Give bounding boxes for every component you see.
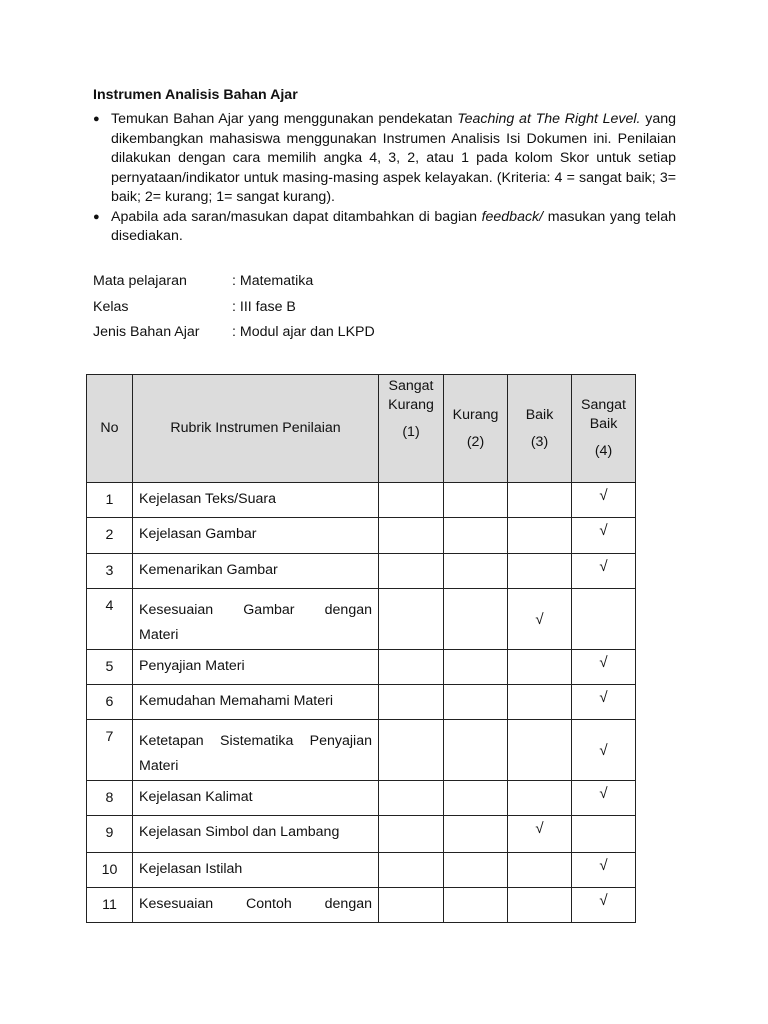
score-cell-4[interactable]	[572, 888, 636, 923]
criterion-text: Kejelasan Teks/Suara	[139, 491, 276, 507]
row-number: 1	[87, 483, 133, 518]
row-criterion	[133, 853, 379, 888]
score-cell-3[interactable]	[508, 685, 572, 720]
score-cell-1[interactable]	[379, 816, 444, 853]
score-cell-2[interactable]	[444, 589, 508, 650]
table-row	[87, 483, 636, 518]
table-row	[87, 518, 636, 554]
rubric-table	[86, 374, 636, 923]
score-cell-2[interactable]	[444, 650, 508, 685]
row-criterion	[133, 554, 379, 589]
score-cell-2[interactable]	[444, 685, 508, 720]
check-mark-icon: √	[599, 558, 608, 575]
meta-value: : Modul ajar dan LKPD	[232, 324, 375, 340]
table-row	[87, 685, 636, 720]
score-cell-3[interactable]	[508, 554, 572, 589]
check-mark-icon: √	[599, 654, 608, 671]
criterion-text: Kejelasan Istilah	[139, 861, 243, 877]
row-number: 6	[87, 685, 133, 720]
rubric-body	[87, 483, 636, 923]
row-number: 4	[87, 589, 133, 650]
score-cell-4[interactable]	[572, 720, 636, 781]
row-number: 7	[87, 720, 133, 781]
table-row	[87, 554, 636, 589]
row-number: 10	[87, 853, 133, 888]
row-number: 9	[87, 816, 133, 853]
row-criterion	[133, 685, 379, 720]
score-cell-3[interactable]	[508, 650, 572, 685]
score-cell-4[interactable]	[572, 853, 636, 888]
score-cell-1[interactable]	[379, 888, 444, 923]
header-kurang: Kurang (2)	[444, 375, 508, 483]
criterion-text: Kejelasan Simbol dan Lambang	[139, 824, 340, 840]
score-cell-1[interactable]	[379, 554, 444, 589]
score-cell-4[interactable]	[572, 589, 636, 650]
row-criterion	[133, 483, 379, 518]
score-cell-1[interactable]	[379, 483, 444, 518]
criterion-line-1: Ketetapan Sistematika Penyajian	[139, 733, 372, 749]
criterion-text: Penyajian Materi	[139, 658, 245, 674]
check-mark-icon: √	[599, 892, 608, 909]
score-cell-4[interactable]	[572, 518, 636, 554]
criterion-line-2: Materi	[139, 627, 179, 643]
table-row	[87, 650, 636, 685]
row-number: 11	[87, 888, 133, 923]
meta-row-kelas	[93, 298, 375, 324]
score-cell-1[interactable]	[379, 720, 444, 781]
score-cell-4[interactable]	[572, 650, 636, 685]
score-cell-2[interactable]	[444, 781, 508, 816]
meta-row-jenis	[93, 323, 375, 349]
check-mark-icon: √	[599, 522, 608, 539]
score-cell-2[interactable]	[444, 518, 508, 554]
row-criterion	[133, 589, 379, 650]
score-cell-2[interactable]	[444, 554, 508, 589]
check-mark-icon: √	[535, 820, 544, 837]
score-cell-4[interactable]	[572, 483, 636, 518]
table-row	[87, 589, 636, 650]
header-baik: Baik (3)	[508, 375, 572, 483]
score-cell-1[interactable]	[379, 589, 444, 650]
meta-value: : III fase B	[232, 298, 296, 315]
check-mark-icon: √	[599, 487, 608, 504]
document-title: Instrumen Analisis Bahan Ajar	[93, 87, 298, 103]
score-cell-1[interactable]	[379, 781, 444, 816]
table-row	[87, 720, 636, 781]
score-cell-3[interactable]	[508, 816, 572, 853]
score-cell-4[interactable]	[572, 554, 636, 589]
row-number: 8	[87, 781, 133, 816]
criterion-text: Kejelasan Kalimat	[139, 789, 253, 805]
score-cell-1[interactable]	[379, 650, 444, 685]
criterion-text: Kemudahan Memahami Materi	[139, 693, 333, 709]
criterion-text: Kemenarikan Gambar	[139, 562, 278, 578]
table-row	[87, 888, 636, 923]
score-cell-2[interactable]	[444, 816, 508, 853]
instruction-item-1: ● Temukan Bahan Ajar yang menggunakan pendekatan Teaching at The Right Level. yang dikembangkan mahasiswa menggunakan Instrumen Analisis Isi Dokumen ini. Penilaian dilakukan dengan cara memilih angka 4, 3, 2, atau 1 pada kolom Skor untuk setiap pernyataan/indikator untuk masing-masing aspek kelayakan. (Kriteria: 4 = sangat baik; 3= baik; 2= kurang; 1= sangat kurang).	[93, 111, 676, 205]
score-cell-2[interactable]	[444, 483, 508, 518]
meta-value: : Matematika	[232, 273, 314, 289]
score-cell-1[interactable]	[379, 853, 444, 888]
score-cell-2[interactable]	[444, 888, 508, 923]
score-cell-3[interactable]	[508, 518, 572, 554]
row-criterion	[133, 816, 379, 853]
header-rubrik: Rubrik Instrumen Penilaian	[133, 375, 379, 483]
table-row	[87, 816, 636, 853]
score-cell-4[interactable]	[572, 781, 636, 816]
row-number: 3	[87, 554, 133, 589]
meta-row-mapel	[93, 272, 375, 298]
table-row	[87, 781, 636, 816]
criterion-text: Kejelasan Gambar	[139, 526, 257, 542]
table-row	[87, 853, 636, 888]
score-cell-3[interactable]	[508, 888, 572, 923]
document-meta	[93, 272, 375, 349]
check-mark-icon: √	[599, 857, 608, 874]
score-cell-3[interactable]	[508, 853, 572, 888]
row-criterion	[133, 781, 379, 816]
row-number: 5	[87, 650, 133, 685]
check-mark-icon: √	[599, 741, 608, 759]
check-mark-icon: √	[599, 689, 608, 706]
score-cell-1[interactable]	[379, 518, 444, 554]
score-cell-3[interactable]	[508, 483, 572, 518]
meta-label: Kelas	[93, 298, 129, 315]
row-criterion	[133, 720, 379, 781]
row-criterion	[133, 518, 379, 554]
score-cell-1[interactable]	[379, 685, 444, 720]
row-criterion	[133, 888, 379, 923]
header-no: No	[87, 375, 133, 483]
bullet-icon: ●	[93, 210, 100, 223]
row-criterion	[133, 650, 379, 685]
criterion-line-2: Materi	[139, 758, 179, 774]
score-cell-3[interactable]	[508, 720, 572, 781]
score-cell-3[interactable]	[508, 781, 572, 816]
meta-label: Jenis Bahan Ajar	[93, 324, 200, 340]
criterion-text: Kesesuaian Contoh dengan	[139, 896, 372, 912]
score-cell-2[interactable]	[444, 720, 508, 781]
meta-label: Mata pelajaran	[93, 273, 187, 289]
instruction-list	[93, 110, 676, 247]
score-cell-4[interactable]	[572, 685, 636, 720]
bullet-icon: ●	[93, 113, 100, 125]
table-header-row	[87, 375, 636, 483]
score-cell-4[interactable]	[572, 816, 636, 853]
check-mark-icon: √	[535, 610, 544, 628]
row-number: 2	[87, 518, 133, 554]
score-cell-2[interactable]	[444, 853, 508, 888]
header-sangat-kurang: Sangat Kurang (1)	[379, 375, 444, 483]
instruction-item-2: ● Apabila ada saran/masukan dapat ditambahkan di bagian feedback/ masukan yang telah disediakan.	[93, 208, 676, 244]
score-cell-3[interactable]	[508, 589, 572, 650]
check-mark-icon: √	[599, 785, 608, 802]
header-sangat-baik: Sangat Baik (4)	[572, 375, 636, 483]
criterion-line-1: Kesesuaian Gambar dengan	[139, 602, 372, 618]
